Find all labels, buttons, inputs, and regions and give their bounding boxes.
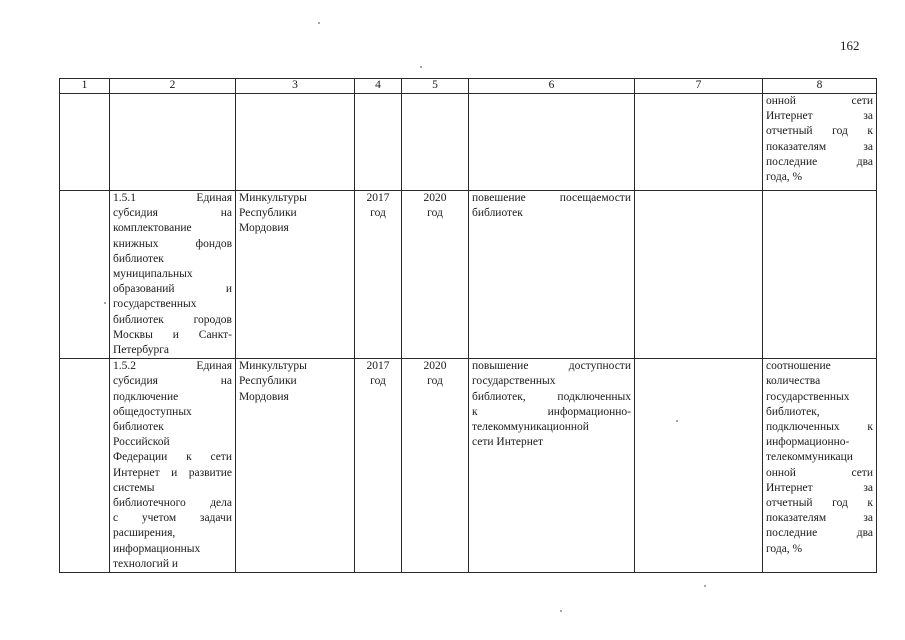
cell-text-line: год bbox=[370, 207, 386, 220]
cell-text-line: Республики bbox=[239, 375, 297, 388]
cell-start-year bbox=[355, 94, 402, 191]
cell-event-name bbox=[110, 359, 236, 573]
cell-text-line: информационных bbox=[113, 542, 201, 555]
cell-text-line: библиотек bbox=[113, 421, 164, 434]
cell-text-line: соотношение bbox=[766, 360, 831, 373]
cell-expected-result bbox=[469, 359, 635, 573]
cell-text-line: подключенных к bbox=[766, 421, 873, 434]
cell-text-line: государственных bbox=[113, 298, 197, 311]
cell-text-line: образований и bbox=[113, 283, 232, 296]
cell-indicator bbox=[763, 94, 877, 191]
cell-text-line: 2020 bbox=[423, 360, 447, 373]
cell-text-line: телекоммуникационной bbox=[472, 421, 589, 434]
cell-text-line: государственных bbox=[766, 390, 850, 403]
cell-end-year bbox=[402, 359, 469, 573]
cell-text-line: системы bbox=[113, 481, 155, 494]
cell-text-line: Москвы и Санкт- bbox=[113, 328, 232, 341]
scan-speck bbox=[104, 302, 106, 304]
cell-text-line: общедоступных bbox=[113, 405, 192, 418]
cell-text-line: повешение посещаемости bbox=[472, 192, 631, 204]
cell-text-line: отчетный год к bbox=[766, 497, 873, 510]
cell-text-line: онной сети bbox=[766, 95, 873, 107]
column-number: 5 bbox=[402, 79, 469, 94]
cell-text-line: библиотек, подключенных bbox=[472, 390, 631, 403]
cell-text-line: Петербурга bbox=[113, 344, 170, 357]
cell-start-year bbox=[355, 191, 402, 359]
cell-text-line: библиотечного дела bbox=[113, 497, 232, 510]
cell-text-line: 1.5.1 Единая bbox=[113, 192, 232, 204]
cell-col1 bbox=[60, 191, 110, 359]
cell-text-line: субсидия на bbox=[113, 207, 232, 220]
cell-text-line: комплектование bbox=[113, 222, 192, 235]
cell-text-line: количества bbox=[766, 375, 821, 388]
cell-text-line: библиотек, bbox=[766, 405, 820, 418]
cell-text-line: 2017 bbox=[366, 360, 390, 373]
cell-text-line: онной сети bbox=[766, 466, 873, 479]
table-row bbox=[60, 191, 877, 359]
cell-expected-result bbox=[469, 191, 635, 359]
cell-executor bbox=[236, 94, 355, 191]
column-number: 3 bbox=[236, 79, 355, 94]
cell-executor bbox=[236, 359, 355, 573]
cell-text-line: год bbox=[370, 375, 386, 388]
table-row bbox=[60, 94, 877, 191]
cell-start-year bbox=[355, 359, 402, 573]
cell-text-line: библиотек bbox=[472, 207, 523, 220]
scan-speck bbox=[420, 66, 422, 68]
cell-indicator bbox=[763, 359, 877, 573]
cell-text-line: Минкультуры bbox=[239, 360, 307, 373]
cell-text-line: повышение доступности bbox=[472, 360, 631, 373]
cell-text-line: муниципальных bbox=[113, 268, 193, 281]
cell-text-line: 1.5.2 Единая bbox=[113, 360, 232, 373]
cell-text-line: книжных фондов bbox=[113, 237, 232, 250]
cell-text-line: информационно- bbox=[766, 436, 850, 449]
scan-speck bbox=[318, 22, 320, 24]
table-row bbox=[60, 359, 877, 573]
cell-text-line: с учетом задачи bbox=[113, 512, 232, 525]
cell-executor bbox=[236, 191, 355, 359]
cell-event-name bbox=[110, 94, 236, 191]
cell-text-line: Минкультуры bbox=[239, 192, 307, 204]
cell-event-name bbox=[110, 191, 236, 359]
cell-col7 bbox=[635, 191, 763, 359]
cell-text-line: подключение bbox=[113, 390, 179, 403]
cell-text-line: библиотек bbox=[113, 252, 164, 265]
cell-text-line: государственных bbox=[472, 375, 556, 388]
cell-text-line: к информационно- bbox=[472, 405, 631, 418]
cell-text-line: библиотек городов bbox=[113, 313, 232, 326]
cell-end-year bbox=[402, 94, 469, 191]
column-number: 4 bbox=[355, 79, 402, 94]
column-number: 2 bbox=[110, 79, 236, 94]
cell-text-line: Российской bbox=[113, 436, 170, 449]
cell-text-line: Интернет за bbox=[766, 481, 873, 494]
program-table bbox=[59, 78, 877, 573]
cell-text-line: года, % bbox=[766, 542, 803, 555]
cell-text-line: 2020 bbox=[423, 192, 447, 204]
cell-text-line: отчетный год к bbox=[766, 125, 873, 138]
cell-text-line: Интернет за bbox=[766, 110, 873, 123]
cell-text-line: 2017 bbox=[366, 192, 390, 204]
cell-col1 bbox=[60, 359, 110, 573]
column-number: 7 bbox=[635, 79, 763, 94]
cell-text-line: год bbox=[427, 207, 443, 220]
cell-text-line: последние два bbox=[766, 527, 873, 540]
column-number: 1 bbox=[60, 79, 110, 94]
cell-text-line: последние два bbox=[766, 155, 873, 168]
cell-col7 bbox=[635, 94, 763, 191]
cell-text-line: год bbox=[427, 375, 443, 388]
scan-speck bbox=[676, 420, 678, 422]
cell-end-year bbox=[402, 191, 469, 359]
page-number: 162 bbox=[840, 38, 860, 53]
cell-col7 bbox=[635, 359, 763, 573]
cell-text-line: технологий и bbox=[113, 557, 179, 570]
cell-text-line: года, % bbox=[766, 171, 803, 184]
cell-text-line: Республики bbox=[239, 207, 297, 220]
cell-expected-result bbox=[469, 94, 635, 191]
cell-text-line: телекоммуникаци bbox=[766, 451, 853, 464]
column-number: 6 bbox=[469, 79, 635, 94]
cell-text-line: Мордовия bbox=[239, 222, 289, 235]
cell-text-line: субсидия на bbox=[113, 375, 232, 388]
cell-text-line: сети Интернет bbox=[472, 436, 544, 449]
cell-col1 bbox=[60, 94, 110, 191]
cell-text-line: показателям за bbox=[766, 512, 873, 525]
cell-text-line: Федерации к сети bbox=[113, 451, 232, 464]
cell-indicator bbox=[763, 191, 877, 359]
cell-text-line: Интернет и развитие bbox=[113, 466, 232, 479]
cell-text-line: Мордовия bbox=[239, 390, 289, 403]
column-number: 8 bbox=[763, 79, 877, 94]
scan-speck bbox=[560, 610, 562, 612]
scan-speck bbox=[704, 585, 706, 587]
cell-text-line: показателям за bbox=[766, 140, 873, 153]
cell-text-line: расширения, bbox=[113, 527, 176, 540]
column-number-row bbox=[60, 79, 877, 94]
